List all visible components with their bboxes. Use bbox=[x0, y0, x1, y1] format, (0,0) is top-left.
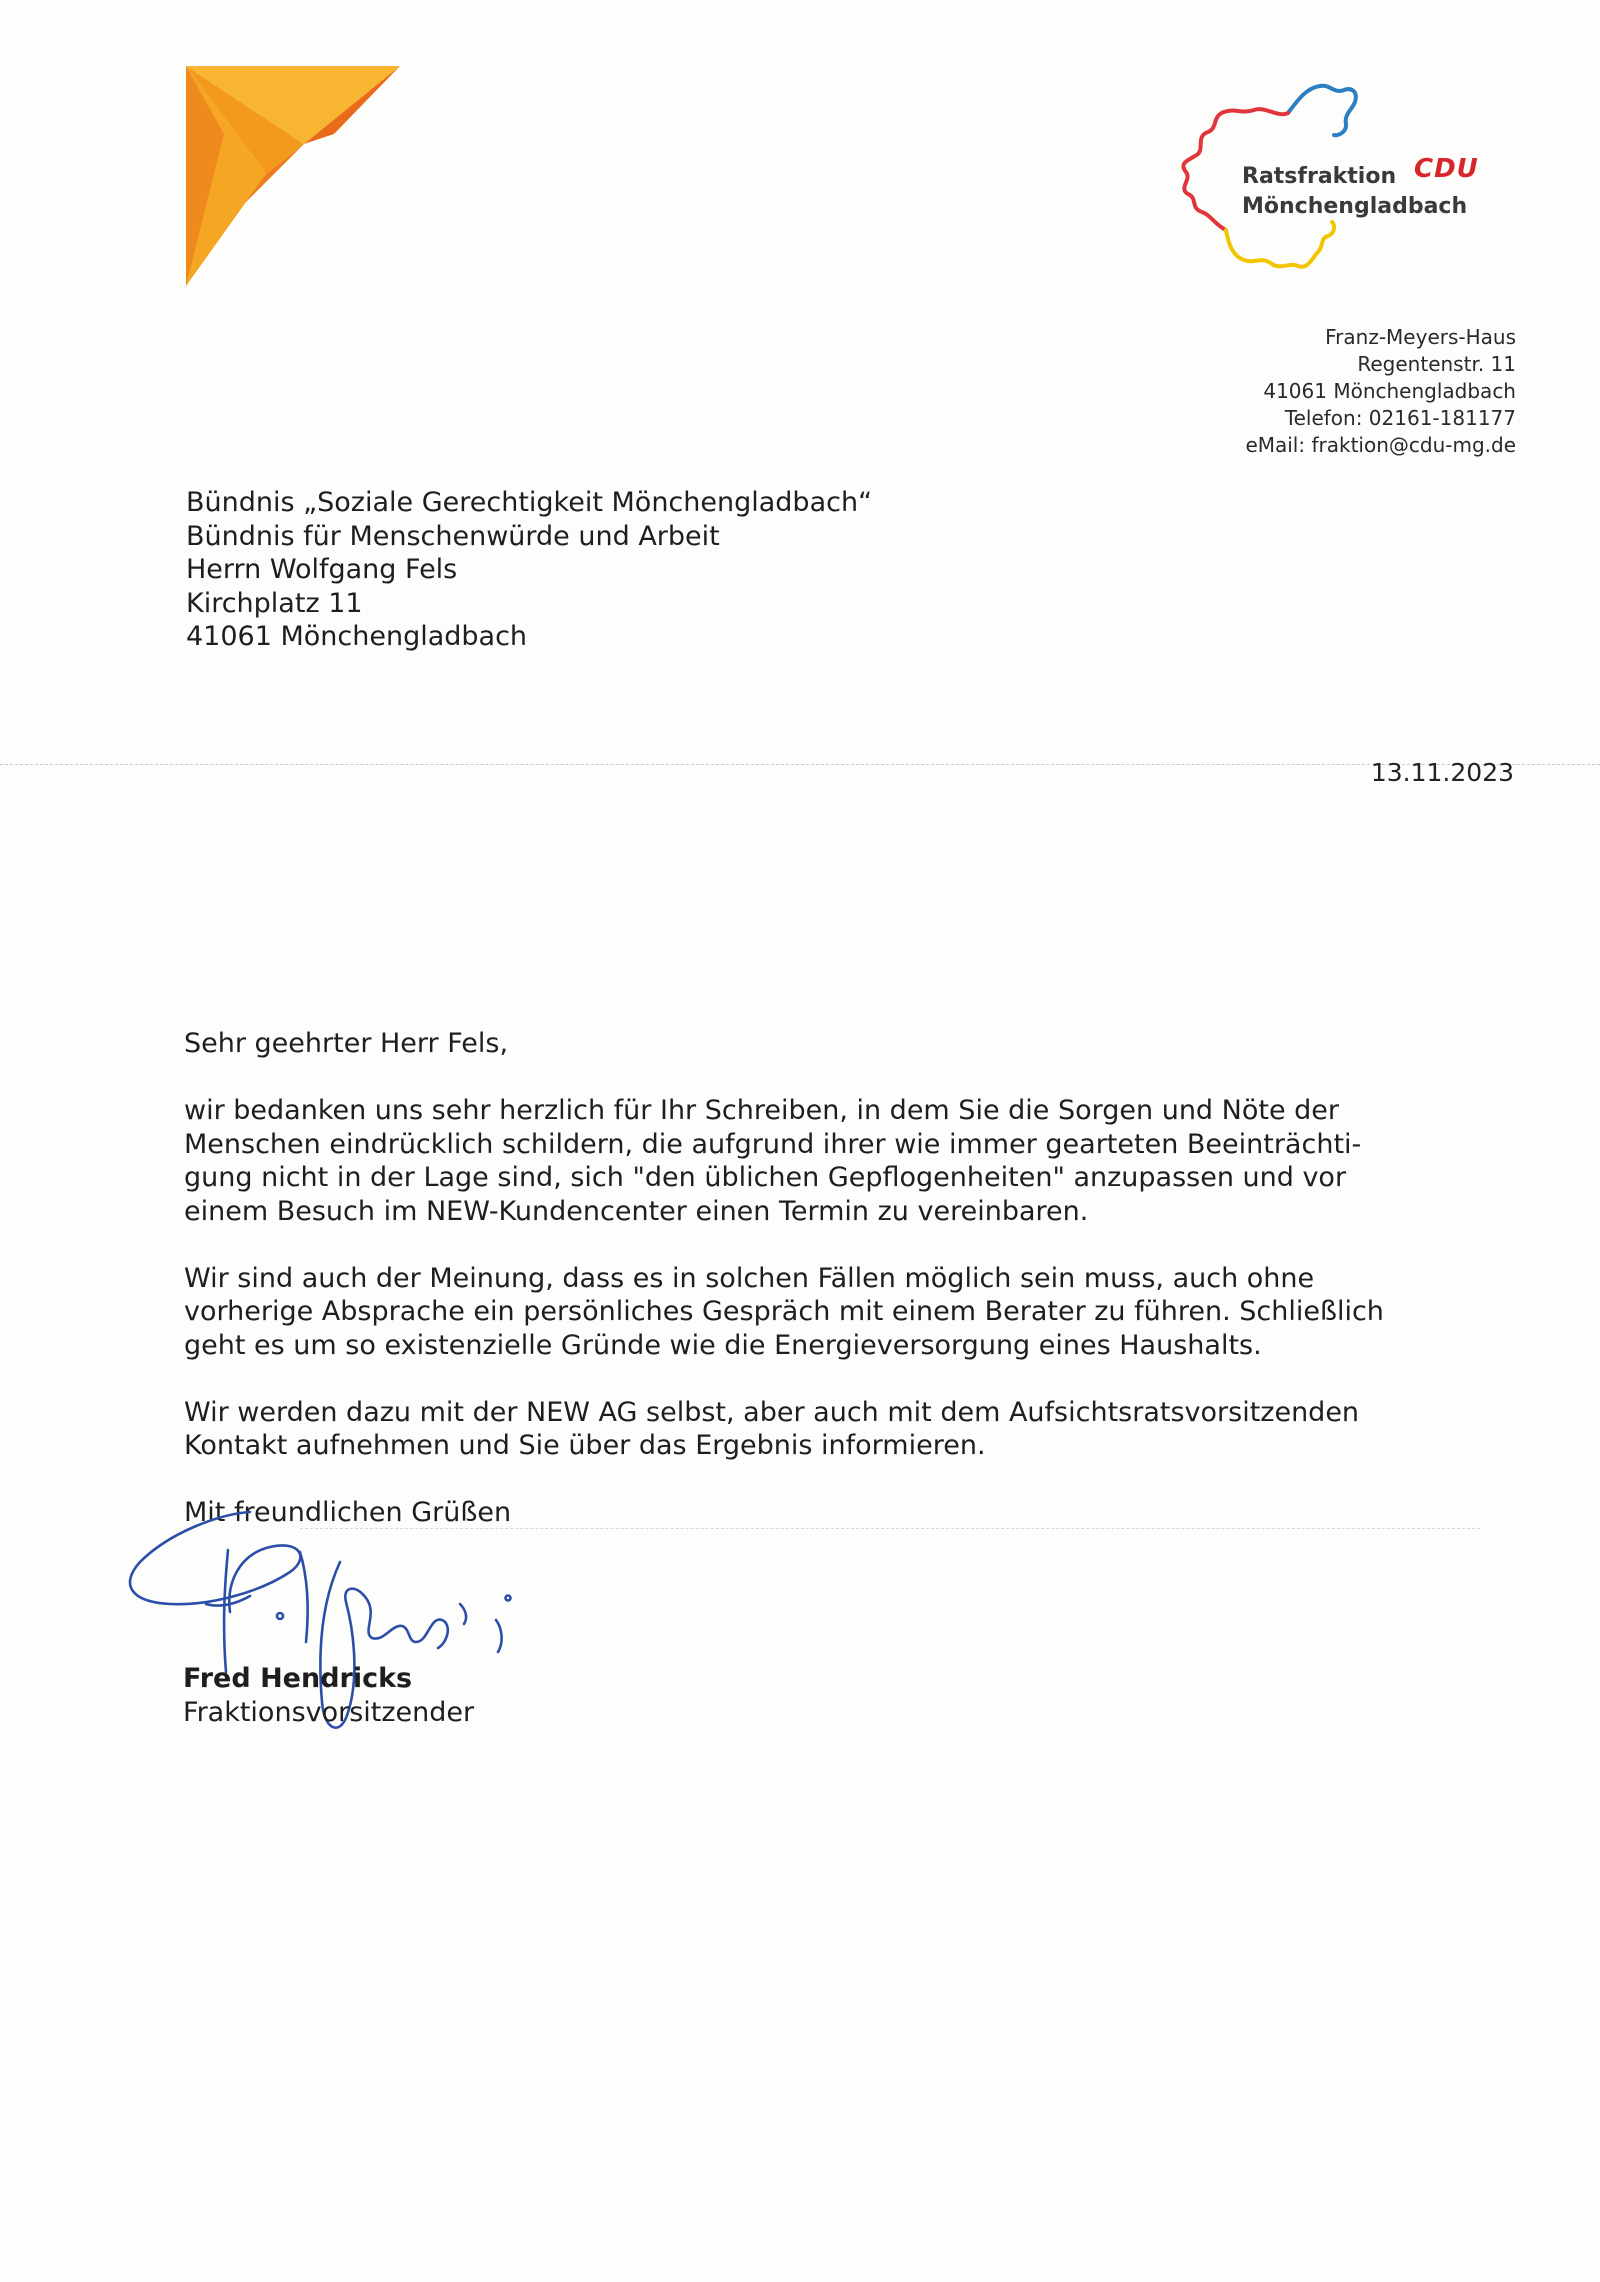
letter-body bbox=[184, 1027, 1434, 1463]
party-logo bbox=[1138, 80, 1498, 295]
salutation: Sehr geehrter Herr Fels, bbox=[184, 1028, 509, 1059]
signer-title: Fraktionsvorsitzender bbox=[183, 1697, 475, 1728]
corner-brand-logo bbox=[184, 64, 400, 286]
logo-text-line-1: Ratsfraktion bbox=[1242, 164, 1397, 189]
recipient-line: 41061 Mönchengladbach bbox=[186, 621, 528, 652]
paragraph-line: einem Besuch im NEW-Kundencenter einen Termin zu vereinbaren. bbox=[184, 1195, 1089, 1227]
closing: Mit freundlichen Grüßen bbox=[184, 1497, 512, 1528]
paragraph-line: Wir werden dazu mit der NEW AG selbst, aber auch mit dem Aufsichtsratsvorsitzenden bbox=[184, 1396, 1360, 1428]
paragraph-line: gung nicht in der Lage sind, sich "den üblichen Gepflogenheiten" anzupassen und vor bbox=[184, 1162, 1347, 1193]
signer-name: Fred Hendricks bbox=[183, 1663, 413, 1694]
sender-street: Regentenstr. 11 bbox=[1357, 352, 1516, 376]
recipient-line: Kirchplatz 11 bbox=[186, 587, 363, 619]
paragraph-line: Wir sind auch der Meinung, dass es in solchen Fällen möglich sein muss, auch ohne bbox=[184, 1262, 1315, 1294]
letter-date: 13.11.2023 bbox=[1370, 758, 1514, 787]
logo-text-line-2: Mönchengladbach bbox=[1242, 194, 1468, 219]
recipient-address bbox=[186, 486, 872, 654]
recipient-line: Bündnis für Menschenwürde und Arbeit bbox=[186, 520, 720, 552]
sender-email: eMail: fraktion@cdu-mg.de bbox=[1245, 433, 1516, 457]
paragraph-line: vorherige Absprache ein persönliches Gespräch mit einem Berater zu führen. Schließlich bbox=[184, 1296, 1384, 1327]
sender-phone: Telefon: 02161-181177 bbox=[1284, 406, 1516, 430]
sender-building: Franz-Meyers-Haus bbox=[1325, 325, 1516, 349]
recipient-line: Bündnis „Soziale Gerechtigkeit Mönchengladbach“ bbox=[186, 487, 873, 518]
paragraph-line: Menschen eindrücklich schildern, die aufgrund ihrer wie immer gearteten Beeinträchti- bbox=[184, 1128, 1362, 1160]
sender-city: 41061 Mönchengladbach bbox=[1263, 379, 1516, 403]
sender-address bbox=[1245, 324, 1516, 459]
paragraph-line: Kontakt aufnehmen und Sie über das Ergebnis informieren. bbox=[184, 1430, 986, 1461]
recipient-line: Herrn Wolfgang Fels bbox=[186, 554, 458, 585]
party-wordmark: CDU bbox=[1414, 154, 1479, 184]
paper-fold-line bbox=[0, 764, 1600, 765]
paragraph-line: wir bedanken uns sehr herzlich für Ihr Schreiben, in dem Sie die Sorgen und Nöte der bbox=[184, 1095, 1340, 1126]
paragraph-line: geht es um so existenzielle Gründe wie die Energieversorgung eines Haushalts. bbox=[184, 1329, 1262, 1361]
